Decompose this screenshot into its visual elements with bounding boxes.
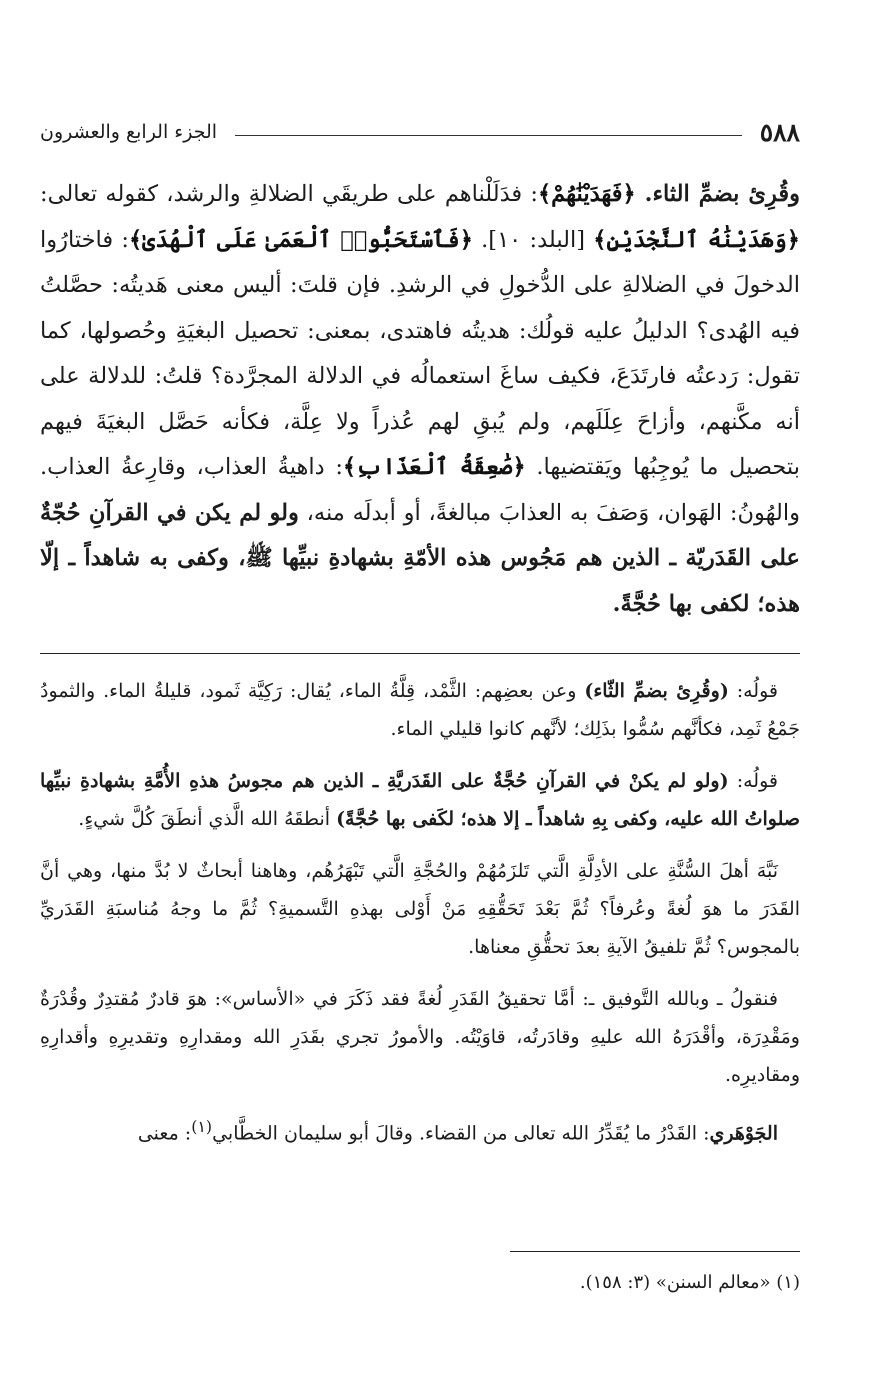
quran-quote: ﴿فَٱسْتَحَبُّوا۟ ٱلْعَمَىٰ عَلَى ٱلْهُدَىٰ﴾ [129, 226, 473, 253]
running-title: الجزء الرابع والعشرون [40, 121, 218, 143]
page-header [40, 112, 800, 152]
commentary-paragraph [40, 1108, 800, 1152]
text-run: : فدَلَلْناهم على طريقَي الضلالةِ والرشد، كقوله تعالى: [40, 181, 538, 207]
text-run: قولُه: [728, 770, 778, 792]
footnote-ref: (١) [191, 1117, 213, 1136]
commentary-paragraph [40, 762, 800, 838]
main-text [40, 172, 800, 627]
text-run: ولو لم يكن في القرآنِ حُجّةٌ على القَدَريّة ـ الذين هم مَجُوس هذه الأمّةِ بشهادةِ نبيِّها ﷺ، وكفى به شاهداً ـ إلّا هذه؛ لكفى بها حُجَّةً. [40, 499, 800, 617]
text-run: وعن بعضِهم: الثَّمْد، قِلَّةُ الماء، يُقال: رَكِيَّة ثَمود، قليلةُ الماء. والثمودُ جَمْعُ ثَمِد، فكأنَّهم سُمُّوا بذَلِك؛ لأنَّهم كانوا قليلي الماء. [40, 680, 800, 740]
commentary-paragraph [40, 852, 800, 966]
main-paragraph [40, 172, 800, 627]
text-run: الجَوْهَري [709, 1122, 778, 1145]
commentary-text [40, 672, 800, 1166]
book-page [40, 0, 800, 1399]
page-number: ٥٨٨ [759, 117, 800, 147]
header-rule [235, 135, 742, 136]
quran-quote: ﴿فَهَدَيْنَٰهُمْ﴾ [538, 181, 636, 207]
text-run: وقُرِئ بضمِّ الثاء. [635, 181, 801, 207]
text-run: [البلد: ١٠]. [472, 226, 594, 253]
text-run: فنقولُ ـ وبالله التَّوفيق ـ: أمَّا تحقيقُ القَدَرِ لُغةً فقد ذَكَرَ في «الأساس»: هوَ قادرٌ مُقتدِرٌ وقُدْرَةٌ ومَقْدِرَة، وأقْدَرَهُ الله عليهِ وقادَرتُه، قاوَيْتُه. والأمورُ تجري بقَدَرِ الله ومقدارِهِ وتقديرِهِ وأقدارِهِ ومقاديرِه. [40, 988, 800, 1086]
text-run: (وقُرِئ بضمِّ الثّاء) [584, 680, 729, 702]
text-run: قولُه: [728, 680, 778, 702]
text-divider [40, 653, 800, 654]
text-run: (ولو لم يكنْ في القرآنِ حُجَّةٌ على القَدَريَّةِ ـ الذين هم مجوسُ هذهِ الأُمَّةِ بشهادةِ نبيِّها صلواتُ الله عليه، وكفى بِهِ شاهداً ـ إلا هذه؛ لكَفى بها حُجَّةً) [40, 770, 800, 830]
text-run: : داهيةُ العذاب، وقارِعةُ العذاب. والهُونُ: الهَوان، وَصَفَ به العذابَ مبالغةً، أو أبدلَه منه، [40, 454, 800, 526]
quran-quote: ﴿وَهَدَيْنَٰهُ ٱلنَّجْدَيْنِ﴾ [593, 226, 800, 253]
commentary-paragraph [40, 672, 800, 748]
footnote: (١) «معالم السنن» (٣: ١٥٨). [579, 1272, 800, 1293]
commentary-paragraph [40, 980, 800, 1094]
text-run: أنطقَهُ الله الَّذي أنطَقَ كُلَّ شيءٍ. [78, 808, 337, 830]
text-run: : فاختارُوا الدخولَ في الضلالةِ على الدُّخولِ في الرشدِ. فإن قلتَ: أليس معنى هَديتُه: حصَّلتُ فيه الهُدى؟ الدليلُ عليه قولُك: هديتُه فاهتدى، بمعنى: تحصيل البغيَةِ وحُصولها، كما تقول: رَدعتُه فارتَدَعَ، فكيف ساغَ استعمالُه في الدلالة المجرَّدة؟ قلتُ: للدلالة على أنه مكَّنهم، وأزاحَ عِلَلَهم، ولم يُبقِ لهم عُذراً ولا عِلَّة، فكأنه حَصَّل البغيَةَ فيهم بتحصيل ما يُوجِبُها ويَقتضيها. [40, 226, 800, 480]
text-run: نَبَّهَ أهلَ السُّنَّةِ على الأدِلَّةِ الَّتي تَلزَمُهُمْ والحُجَّةِ الَّتي تَبْهَرُهُم، وهاهنا أبحاثٌ لا بُدَّ منها، وهي أنَّ القَدَرَ ما هوَ لُغةً وعُرفاً؟ ثُمَّ بَعْدَ تَحَقُّقِهِ مَنْ أَوْلى بهذهِ التَّسميةِ؟ ثُمَّ ما وجهُ مُناسبَةِ القَدَريِّ بالمجوس؟ ثُمَّ تلفيقُ الآيةِ بعدَ تحقُّقِ معناها. [40, 860, 800, 958]
footnote-rule [510, 1251, 800, 1252]
quran-quote: ﴿صَٰعِقَةُ ٱلْعَذَابِ﴾ [342, 454, 526, 480]
text-run: : القَدْرُ ما يُقَدِّرُ الله تعالى من القضاء. وقالَ أبو سليمان الخطَّابي [212, 1122, 710, 1145]
text-run: : معنى [137, 1122, 192, 1145]
